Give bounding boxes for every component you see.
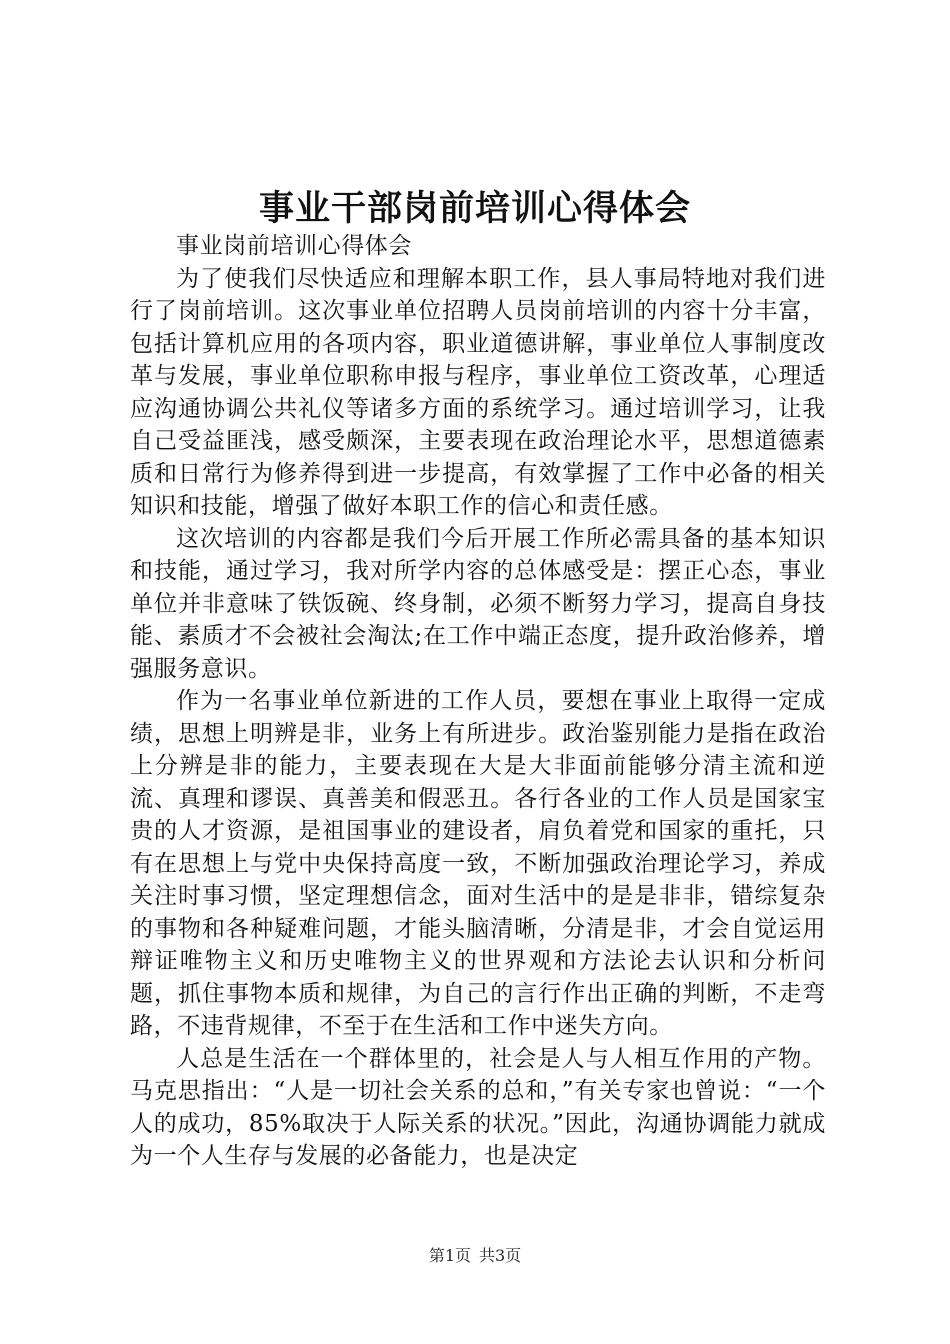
paragraph-1: 为了使我们尽快适应和理解本职工作，县人事局特地对我们进行了岗前培训。这次事业单位招聘人员岗前培训的内容十分丰富，包括计算机应用的各项内容，职业道德讲解，事业单位人事制度改革与发展，事业单位职称申报与程序，事业单位工资改革，心理适应沟通协调公共礼仪等诸多方面的系统学习。通过培训学习，让我自己受益匪浅，感受颇深，主要表现在政治理论水平，思想道德素质和日常行为修养得到进一步提高，有效掌握了工作中必备的相关知识和技能，增强了做好本职工作的信心和责任感。	[130, 265, 826, 519]
paragraph-3: 作为一名事业单位新进的工作人员，要想在事业上取得一定成绩，思想上明辨是非，业务上有所进步。政治鉴别能力是指在政治上分辨是非的能力，主要表现在大是大非面前能够分清主流和逆流、真理和谬误、真善美和假恶丑。各行各业的工作人员是国家宝贵的人才资源，是祖国事业的建设者，肩负着党和国家的重托，只有在思想上与党中央保持高度一致，不断加强政治理论学习，养成关注时事习惯，坚定理想信念，面对生活中的是是非非，错综复杂的事物和各种疑难问题，才能头脑清晰，分清是非，才会自觉运用辩证唯物主义和历史唯物主义的世界观和方法论去认识和分析问题，抓住事物本质和规律，为自己的言行作出正确的判断，不走弯路，不违背规律，不至于在生活和工作中迷失方向。	[130, 688, 826, 1039]
page-footer	[0, 1244, 950, 1268]
document-title: 事业干部岗前培训心得体会	[258, 188, 691, 229]
page-total: 共3页	[479, 1246, 522, 1265]
paragraph-subtitle: 事业岗前培训心得体会	[176, 233, 412, 259]
paragraph-2: 这次培训的内容都是我们今后开展工作所必需具备的基本知识和技能，通过学习，我对所学内容的总体感受是：摆正心态，事业单位并非意味了铁饭碗、终身制，必须不断努力学习，提高自身技能、素质才不会被社会淘汰;在工作中端正态度，提升政治修养，增强服务意识。	[130, 525, 826, 682]
page-number: 第1页	[428, 1246, 471, 1265]
document-body	[130, 230, 826, 1173]
paragraph-4: 人总是生活在一个群体里的，社会是人与人相互作用的产物。马克思指出：“人是一切社会关系的总和，”有关专家也曾说：“一个人的成功，85%取决于人际关系的状况。”因此，沟通协调能力就成为一个人生存与发展的必备能力，也是决定	[130, 1045, 826, 1169]
